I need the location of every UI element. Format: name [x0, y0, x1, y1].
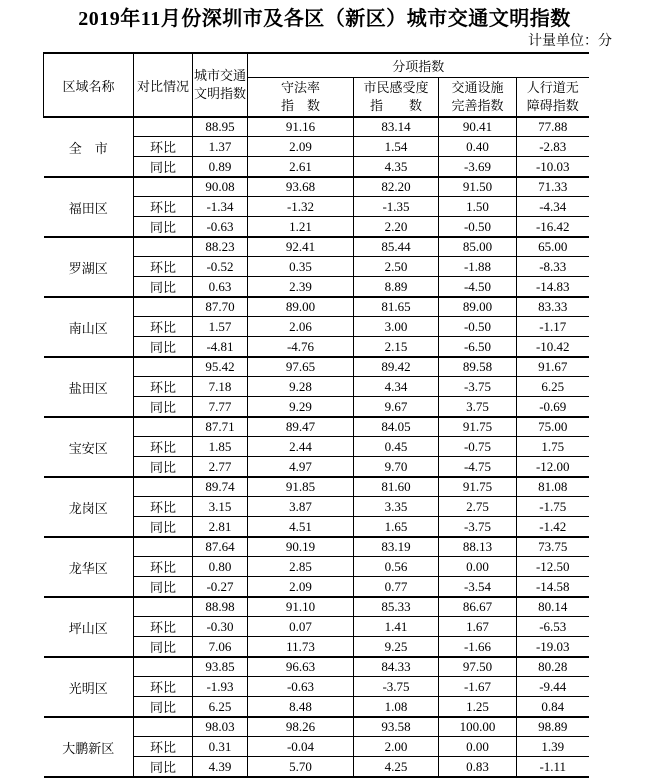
unit-note: 计量单位：分 — [528, 34, 612, 49]
value-cell-3: -0.50 — [439, 217, 517, 238]
table-row-光明区-current — [44, 657, 589, 677]
value-cell-4: 1.75 — [517, 437, 589, 457]
value-cell-1: 2.61 — [248, 157, 354, 178]
value-cell-2: 2.15 — [354, 337, 439, 358]
value-cell-4: -1.42 — [517, 517, 589, 538]
table-row-南山区-current — [44, 297, 589, 317]
value-cell-4: -16.42 — [517, 217, 589, 238]
value-cell-0: 93.85 — [193, 657, 248, 677]
header-sidewalk-accessibility-index — [517, 78, 589, 118]
value-cell-2: 2.50 — [354, 257, 439, 277]
value-cell-1: 9.29 — [248, 397, 354, 418]
comparison-label-cell: 环比 — [134, 257, 193, 277]
value-cell-2: 89.42 — [354, 357, 439, 377]
value-cell-2: 9.70 — [354, 457, 439, 478]
value-cell-3: 88.13 — [439, 537, 517, 557]
table-row-龙岗区-current — [44, 477, 589, 497]
region-cell: 南山区 — [44, 297, 134, 357]
value-cell-3: 86.67 — [439, 597, 517, 617]
value-cell-1: 98.26 — [248, 717, 354, 737]
value-cell-0: -0.63 — [193, 217, 248, 238]
traffic-civilization-index-table — [43, 52, 589, 778]
value-cell-1: 91.85 — [248, 477, 354, 497]
value-cell-1: 89.47 — [248, 417, 354, 437]
header-overall-line1: 城市交通 — [193, 68, 246, 83]
value-cell-3: 91.75 — [439, 477, 517, 497]
value-cell-3: 0.00 — [439, 557, 517, 577]
value-cell-0: 0.80 — [193, 557, 248, 577]
header-citizen-perception-index — [354, 78, 439, 118]
value-cell-1: 90.19 — [248, 537, 354, 557]
value-cell-3: -4.50 — [439, 277, 517, 298]
header-subindex-group: 分项指数 — [248, 53, 589, 78]
value-cell-1: 2.09 — [248, 577, 354, 598]
header-overall-index — [193, 53, 248, 117]
comparison-label-cell: 环比 — [134, 497, 193, 517]
value-cell-3: 91.50 — [439, 177, 517, 197]
value-cell-4: -1.75 — [517, 497, 589, 517]
comparison-label-cell — [134, 357, 193, 377]
value-cell-1: 5.70 — [248, 757, 354, 778]
value-cell-3: 100.00 — [439, 717, 517, 737]
value-cell-4: -10.42 — [517, 337, 589, 358]
comparison-label-cell: 同比 — [134, 217, 193, 238]
table-row-全 市-current — [44, 117, 589, 137]
header-sub3-line1: 交通设施 — [451, 80, 504, 95]
comparison-label-cell — [134, 417, 193, 437]
value-cell-2: 83.19 — [354, 537, 439, 557]
value-cell-4: -2.83 — [517, 137, 589, 157]
value-cell-1: -4.76 — [248, 337, 354, 358]
value-cell-1: 2.09 — [248, 137, 354, 157]
value-cell-3: 89.00 — [439, 297, 517, 317]
value-cell-0: 98.03 — [193, 717, 248, 737]
comparison-label-cell — [134, 537, 193, 557]
value-cell-4: -12.50 — [517, 557, 589, 577]
value-cell-3: -6.50 — [439, 337, 517, 358]
value-cell-0: 0.31 — [193, 737, 248, 757]
value-cell-0: 2.77 — [193, 457, 248, 478]
value-cell-0: -0.27 — [193, 577, 248, 598]
value-cell-3: 91.75 — [439, 417, 517, 437]
comparison-label-cell: 环比 — [134, 137, 193, 157]
value-cell-0: -1.93 — [193, 677, 248, 697]
table-header — [44, 53, 589, 117]
value-cell-0: 2.81 — [193, 517, 248, 538]
value-cell-2: 1.41 — [354, 617, 439, 637]
value-cell-0: 7.18 — [193, 377, 248, 397]
comparison-label-cell: 同比 — [134, 697, 193, 718]
value-cell-4: 83.33 — [517, 297, 589, 317]
header-sub3-line2: 完善指数 — [451, 98, 504, 113]
value-cell-0: 88.23 — [193, 237, 248, 257]
region-cell: 龙华区 — [44, 537, 134, 597]
value-cell-4: 65.00 — [517, 237, 589, 257]
value-cell-2: 3.35 — [354, 497, 439, 517]
value-cell-1: 96.63 — [248, 657, 354, 677]
value-cell-2: 81.65 — [354, 297, 439, 317]
value-cell-2: 85.33 — [354, 597, 439, 617]
value-cell-4: -1.11 — [517, 757, 589, 778]
value-cell-2: 2.00 — [354, 737, 439, 757]
value-cell-1: 0.35 — [248, 257, 354, 277]
comparison-label-cell — [134, 717, 193, 737]
value-cell-1: 1.21 — [248, 217, 354, 238]
header-sub2-line1: 市民感受度 — [363, 80, 429, 95]
table-row-罗湖区-current — [44, 237, 589, 257]
value-cell-4: 75.00 — [517, 417, 589, 437]
value-cell-1: 0.07 — [248, 617, 354, 637]
value-cell-2: -1.35 — [354, 197, 439, 217]
value-cell-3: -0.75 — [439, 437, 517, 457]
value-cell-2: 82.20 — [354, 177, 439, 197]
value-cell-2: -3.75 — [354, 677, 439, 697]
value-cell-1: 2.39 — [248, 277, 354, 298]
value-cell-1: 89.00 — [248, 297, 354, 317]
value-cell-1: -0.04 — [248, 737, 354, 757]
value-cell-0: 1.37 — [193, 137, 248, 157]
value-cell-4: 1.39 — [517, 737, 589, 757]
table-row-龙华区-current — [44, 537, 589, 557]
value-cell-4: 73.75 — [517, 537, 589, 557]
value-cell-0: 88.95 — [193, 117, 248, 137]
region-cell: 光明区 — [44, 657, 134, 717]
table-row-盐田区-current — [44, 357, 589, 377]
region-cell: 坪山区 — [44, 597, 134, 657]
value-cell-1: 97.65 — [248, 357, 354, 377]
region-cell: 盐田区 — [44, 357, 134, 417]
region-cell: 龙岗区 — [44, 477, 134, 537]
value-cell-0: 0.63 — [193, 277, 248, 298]
value-cell-2: 1.54 — [354, 137, 439, 157]
value-cell-2: 83.14 — [354, 117, 439, 137]
value-cell-3: 0.40 — [439, 137, 517, 157]
value-cell-4: -14.83 — [517, 277, 589, 298]
comparison-label-cell: 同比 — [134, 517, 193, 538]
value-cell-2: 1.08 — [354, 697, 439, 718]
value-cell-3: -3.69 — [439, 157, 517, 178]
header-overall-line2: 文明指数 — [193, 86, 246, 101]
value-cell-1: 3.87 — [248, 497, 354, 517]
value-cell-2: 9.67 — [354, 397, 439, 418]
comparison-label-cell: 同比 — [134, 157, 193, 178]
value-cell-4: 80.14 — [517, 597, 589, 617]
value-cell-1: 92.41 — [248, 237, 354, 257]
value-cell-0: 7.06 — [193, 637, 248, 658]
value-cell-4: -8.33 — [517, 257, 589, 277]
comparison-label-cell — [134, 237, 193, 257]
value-cell-4: 81.08 — [517, 477, 589, 497]
value-cell-0: 87.70 — [193, 297, 248, 317]
value-cell-2: 2.20 — [354, 217, 439, 238]
region-cell: 大鹏新区 — [44, 717, 134, 777]
header-sub1-line1: 守法率 — [280, 80, 320, 95]
header-region: 区域名称 — [44, 53, 134, 117]
comparison-label-cell: 环比 — [134, 377, 193, 397]
value-cell-0: 3.15 — [193, 497, 248, 517]
value-cell-3: -4.75 — [439, 457, 517, 478]
value-cell-2: 4.25 — [354, 757, 439, 778]
header-sub4-line1: 人行道无 — [526, 80, 579, 95]
comparison-label-cell: 同比 — [134, 457, 193, 478]
value-cell-4: 80.28 — [517, 657, 589, 677]
table-row-坪山区-current — [44, 597, 589, 617]
value-cell-3: -0.50 — [439, 317, 517, 337]
value-cell-3: 0.00 — [439, 737, 517, 757]
comparison-label-cell — [134, 477, 193, 497]
value-cell-4: -6.53 — [517, 617, 589, 637]
value-cell-4: 71.33 — [517, 177, 589, 197]
comparison-label-cell — [134, 657, 193, 677]
value-cell-2: 1.65 — [354, 517, 439, 538]
value-cell-2: 0.77 — [354, 577, 439, 598]
value-cell-0: 6.25 — [193, 697, 248, 718]
comparison-label-cell: 环比 — [134, 737, 193, 757]
value-cell-3: 2.75 — [439, 497, 517, 517]
header-sub2-line2: 指 数 — [369, 98, 422, 113]
value-cell-4: 91.67 — [517, 357, 589, 377]
header-law-abiding-index — [248, 78, 354, 118]
value-cell-1: 8.48 — [248, 697, 354, 718]
table-row-福田区-current — [44, 177, 589, 197]
value-cell-1: 2.44 — [248, 437, 354, 457]
value-cell-4: -0.69 — [517, 397, 589, 418]
value-cell-0: -0.52 — [193, 257, 248, 277]
value-cell-1: 2.06 — [248, 317, 354, 337]
comparison-label-cell: 同比 — [134, 637, 193, 658]
value-cell-4: -19.03 — [517, 637, 589, 658]
value-cell-0: 88.98 — [193, 597, 248, 617]
comparison-label-cell — [134, 597, 193, 617]
value-cell-3: 89.58 — [439, 357, 517, 377]
value-cell-2: 4.34 — [354, 377, 439, 397]
value-cell-3: -1.66 — [439, 637, 517, 658]
value-cell-2: 3.00 — [354, 317, 439, 337]
value-cell-4: -4.34 — [517, 197, 589, 217]
value-cell-1: 91.10 — [248, 597, 354, 617]
header-sub4-line2: 障碍指数 — [526, 98, 579, 113]
value-cell-2: 9.25 — [354, 637, 439, 658]
value-cell-1: -0.63 — [248, 677, 354, 697]
value-cell-0: 7.77 — [193, 397, 248, 418]
comparison-label-cell: 同比 — [134, 277, 193, 298]
value-cell-3: -3.75 — [439, 517, 517, 538]
value-cell-0: 90.08 — [193, 177, 248, 197]
header-sub1-line2: 指 数 — [280, 98, 320, 113]
value-cell-3: -3.54 — [439, 577, 517, 598]
value-cell-4: -10.03 — [517, 157, 589, 178]
comparison-label-cell — [134, 177, 193, 197]
value-cell-0: -4.81 — [193, 337, 248, 358]
value-cell-3: -3.75 — [439, 377, 517, 397]
value-cell-1: 2.85 — [248, 557, 354, 577]
comparison-label-cell: 环比 — [134, 317, 193, 337]
value-cell-4: -12.00 — [517, 457, 589, 478]
value-cell-2: 85.44 — [354, 237, 439, 257]
value-cell-2: 0.45 — [354, 437, 439, 457]
value-cell-2: 0.56 — [354, 557, 439, 577]
region-cell: 罗湖区 — [44, 237, 134, 297]
value-cell-3: -1.88 — [439, 257, 517, 277]
value-cell-0: -0.30 — [193, 617, 248, 637]
value-cell-0: 95.42 — [193, 357, 248, 377]
value-cell-1: 11.73 — [248, 637, 354, 658]
comparison-label-cell: 环比 — [134, 437, 193, 457]
value-cell-1: 93.68 — [248, 177, 354, 197]
value-cell-4: 98.89 — [517, 717, 589, 737]
value-cell-3: 0.83 — [439, 757, 517, 778]
page-title: 2019年11月份深圳市及各区（新区）城市交通文明指数 — [78, 8, 571, 30]
table-body — [44, 117, 589, 777]
value-cell-4: -9.44 — [517, 677, 589, 697]
value-cell-1: 91.16 — [248, 117, 354, 137]
comparison-label-cell: 同比 — [134, 757, 193, 778]
region-cell: 福田区 — [44, 177, 134, 237]
value-cell-2: 4.35 — [354, 157, 439, 178]
comparison-label-cell: 环比 — [134, 617, 193, 637]
value-cell-1: 4.51 — [248, 517, 354, 538]
value-cell-3: 90.41 — [439, 117, 517, 137]
value-cell-3: 3.75 — [439, 397, 517, 418]
value-cell-0: 4.39 — [193, 757, 248, 778]
value-cell-1: 4.97 — [248, 457, 354, 478]
value-cell-2: 84.33 — [354, 657, 439, 677]
comparison-label-cell: 同比 — [134, 577, 193, 598]
value-cell-1: 9.28 — [248, 377, 354, 397]
value-cell-2: 8.89 — [354, 277, 439, 298]
comparison-label-cell: 环比 — [134, 197, 193, 217]
comparison-label-cell: 同比 — [134, 337, 193, 358]
region-cell: 宝安区 — [44, 417, 134, 477]
value-cell-4: -1.17 — [517, 317, 589, 337]
header-traffic-facility-index — [439, 78, 517, 118]
header-comparison: 对比情况 — [134, 53, 193, 117]
value-cell-2: 81.60 — [354, 477, 439, 497]
value-cell-4: 77.88 — [517, 117, 589, 137]
value-cell-0: 87.71 — [193, 417, 248, 437]
comparison-label-cell: 环比 — [134, 557, 193, 577]
value-cell-3: 1.50 — [439, 197, 517, 217]
value-cell-3: 1.67 — [439, 617, 517, 637]
region-cell: 全 市 — [44, 117, 134, 177]
table-row-大鹏新区-current — [44, 717, 589, 737]
comparison-label-cell: 同比 — [134, 397, 193, 418]
value-cell-0: 0.89 — [193, 157, 248, 178]
value-cell-4: 0.84 — [517, 697, 589, 718]
value-cell-3: 85.00 — [439, 237, 517, 257]
value-cell-1: -1.32 — [248, 197, 354, 217]
value-cell-3: -1.67 — [439, 677, 517, 697]
value-cell-4: 6.25 — [517, 377, 589, 397]
value-cell-2: 84.05 — [354, 417, 439, 437]
value-cell-2: 93.58 — [354, 717, 439, 737]
comparison-label-cell: 环比 — [134, 677, 193, 697]
value-cell-0: 1.85 — [193, 437, 248, 457]
value-cell-3: 97.50 — [439, 657, 517, 677]
value-cell-0: 87.64 — [193, 537, 248, 557]
table-row-宝安区-current — [44, 417, 589, 437]
value-cell-0: 1.57 — [193, 317, 248, 337]
value-cell-0: 89.74 — [193, 477, 248, 497]
value-cell-4: -14.58 — [517, 577, 589, 598]
value-cell-3: 1.25 — [439, 697, 517, 718]
comparison-label-cell — [134, 117, 193, 137]
value-cell-0: -1.34 — [193, 197, 248, 217]
comparison-label-cell — [134, 297, 193, 317]
